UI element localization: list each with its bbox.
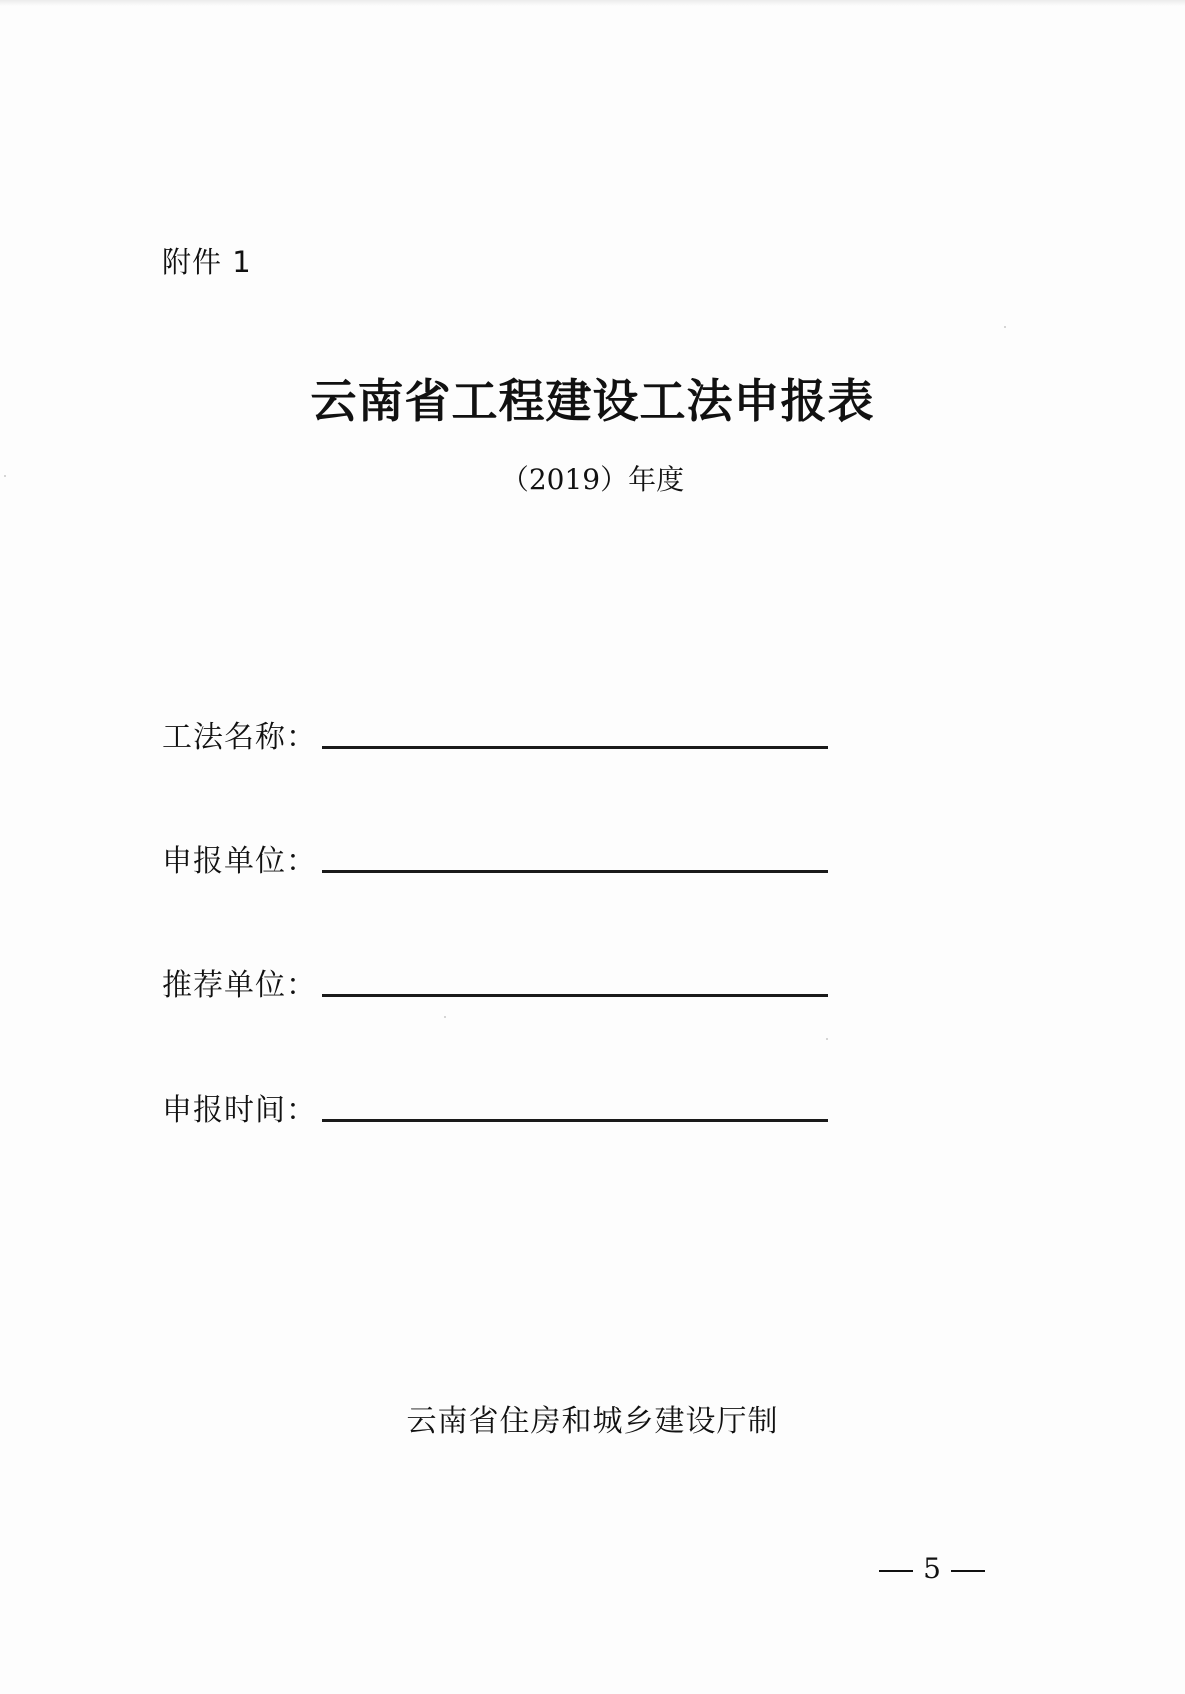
- field-underline: [322, 746, 828, 749]
- field-method-name: [162, 712, 842, 762]
- field-underline: [322, 994, 828, 997]
- form-title: 云南省工程建设工法申报表: [310, 374, 875, 428]
- field-label: 申报时间：: [162, 1093, 317, 1128]
- scan-speck: [826, 1038, 828, 1040]
- field-label: 推荐单位：: [162, 968, 317, 1003]
- dash-right: [951, 1570, 985, 1572]
- scan-speck: [4, 475, 6, 477]
- scan-edge: [0, 0, 1185, 6]
- scan-speck: [444, 1016, 446, 1018]
- issuer-line: 云南省住房和城乡建设厅制: [406, 1404, 779, 1439]
- attachment-label: 附件 1: [162, 245, 252, 279]
- scan-speck: [1004, 326, 1006, 328]
- field-application-date: [162, 1085, 842, 1135]
- dash-left: [879, 1570, 913, 1572]
- field-label: 申报单位：: [162, 844, 317, 879]
- page-number: [869, 1552, 995, 1585]
- field-recommending-unit: [162, 960, 842, 1010]
- form-year: （2019）年度: [500, 463, 685, 496]
- field-label: 工法名称：: [162, 720, 317, 755]
- field-underline: [322, 1119, 828, 1122]
- field-underline: [322, 870, 828, 873]
- page-number-value: 5: [923, 1552, 941, 1585]
- field-applicant-unit: [162, 836, 842, 886]
